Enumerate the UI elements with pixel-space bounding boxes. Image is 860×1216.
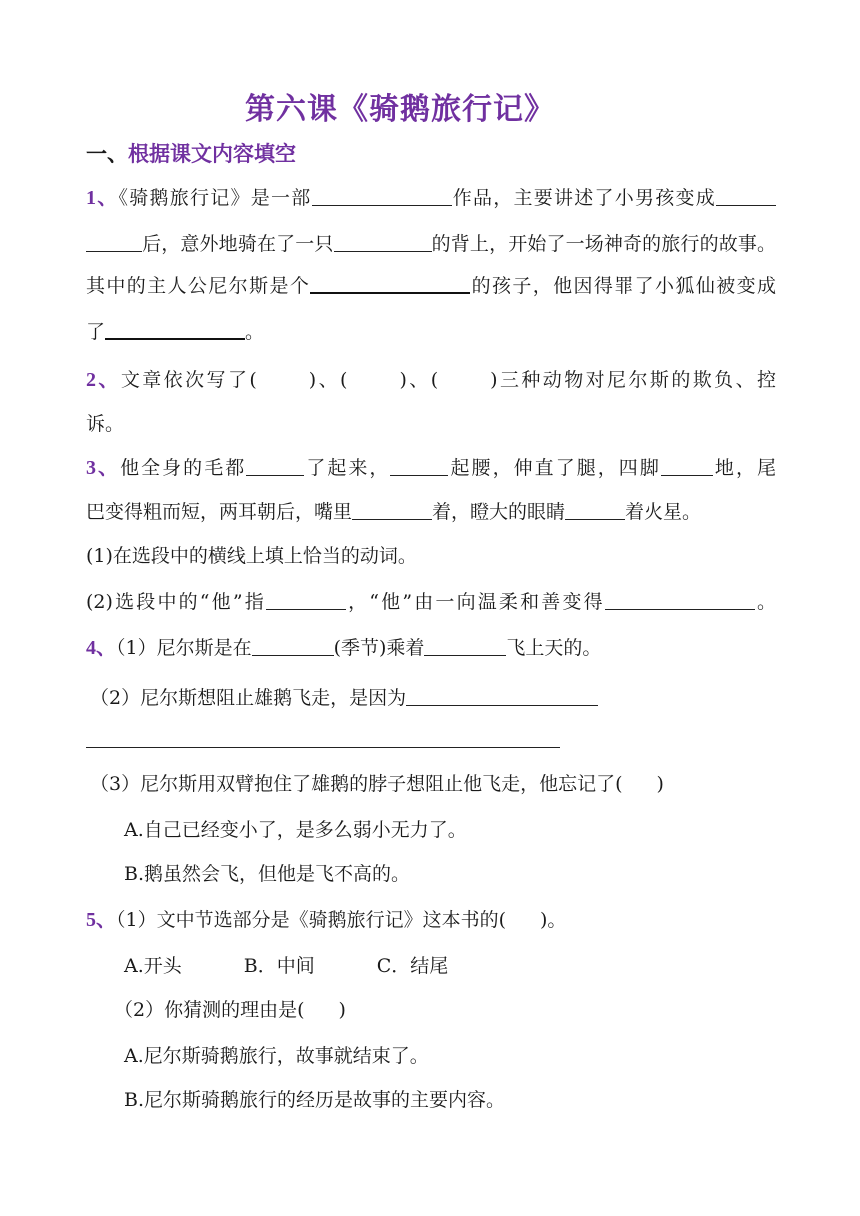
blank[interactable] — [252, 635, 334, 656]
q3-sub-2 — [86, 588, 776, 616]
q4-option-a[interactable]: A.自己已经变小了，是多么弱小无力了。 — [124, 819, 467, 841]
q3-text: 着火星。 — [625, 501, 702, 523]
blank[interactable] — [424, 635, 506, 656]
q1-text: 其中的主人公尼尔斯是个 — [86, 275, 311, 297]
blank[interactable] — [661, 455, 713, 476]
q1-text: 《骑鹅旅行记》是一部 — [118, 187, 312, 209]
q4-text: ) — [656, 773, 664, 795]
blank[interactable] — [406, 685, 598, 706]
blank[interactable] — [86, 231, 142, 252]
q5-text: )。 — [540, 909, 567, 931]
q5-option-b[interactable]: B．中间 — [243, 955, 315, 977]
q4-text: （2）尼尔斯想阻止雄鹅飞走，是因为 — [90, 687, 407, 709]
q5-options — [124, 952, 814, 980]
q1-line-3 — [86, 272, 776, 300]
q2-line-2: 诉。 — [86, 413, 125, 435]
q1-text: 后，意外地骑在了一只 — [142, 233, 334, 255]
q3-text: ，“他”由一向温柔和善变得 — [345, 591, 605, 613]
q5-sub-2 — [114, 996, 804, 1024]
section-number: 一、 — [86, 141, 128, 166]
q5-text: （2）你猜测的理由是( — [114, 999, 305, 1021]
section-heading — [86, 140, 776, 168]
q3-line-2 — [86, 498, 776, 526]
q1-text: 作品，主要讲述了小男孩变成 — [451, 187, 716, 209]
q3-text: 他全身的毛都 — [120, 457, 247, 479]
q4-text: 飞上天的。 — [506, 637, 602, 659]
q5-number: 5、 — [86, 909, 116, 931]
page-title: 第六课《骑鹅旅行记》 — [245, 92, 555, 127]
blank[interactable] — [716, 185, 776, 206]
q5-option-b2[interactable]: B.尼尔斯骑鹅旅行的经历是故事的主要内容。 — [124, 1089, 506, 1111]
blank[interactable] — [565, 499, 625, 520]
q4-text: （3）尼尔斯用双臂抱住了雄鹅的脖子想阻止他飞走，他忘记了( — [90, 773, 623, 795]
q2-text: 文章依次写了( — [120, 369, 257, 391]
q5-option-a2[interactable]: A.尼尔斯骑鹅旅行，故事就结束了。 — [124, 1045, 429, 1067]
q4-number: 4、 — [86, 637, 116, 659]
q2-text: )、( — [308, 369, 348, 391]
q4-sub-3 — [90, 770, 780, 798]
q4-option-b[interactable]: B.鹅虽然会飞，但他是飞不高的。 — [124, 863, 411, 885]
q5-option-c[interactable]: C．结尾 — [376, 955, 449, 977]
blank[interactable] — [390, 455, 448, 476]
blank[interactable] — [312, 185, 452, 206]
q2-text: )、( — [399, 369, 439, 391]
blank[interactable] — [605, 589, 755, 610]
q5-sub-1 — [86, 906, 776, 934]
q5-text: （1）文中节选部分是《骑鹅旅行记》这本书的( — [116, 909, 507, 931]
q4-sub-2-continuation — [86, 726, 776, 754]
q3-line-1 — [86, 454, 776, 482]
q1-number: 1、 — [86, 187, 119, 209]
q1-text: 的孩子，他因得罪了小狐仙被变成 — [470, 275, 776, 297]
q1-text: 了 — [86, 321, 106, 343]
q4-sub-1 — [86, 634, 776, 662]
q4-text: （1）尼尔斯是在 — [116, 637, 252, 659]
section-label: 根据课文内容填空 — [128, 141, 296, 166]
blank[interactable] — [86, 727, 560, 748]
q5-text: ) — [338, 999, 346, 1021]
q1-line-2 — [86, 230, 776, 258]
blank[interactable] — [334, 231, 432, 252]
q2-line-1 — [86, 366, 776, 394]
q3-text: (2)选段中的“他”指 — [86, 591, 266, 613]
q2-text: )三种动物对尼尔斯的欺负、控 — [490, 369, 776, 391]
q3-text: 了起来， — [304, 457, 391, 479]
q3-number: 3、 — [86, 457, 121, 479]
q5-option-a[interactable]: A.开头 — [124, 955, 182, 977]
q4-text: (季节)乘着 — [333, 637, 425, 659]
blank[interactable] — [310, 272, 470, 294]
blank[interactable] — [352, 499, 432, 520]
blank[interactable] — [266, 589, 346, 610]
q3-text: 起腰，伸直了腿，四脚 — [448, 457, 661, 479]
q3-sub-1: (1)在选段中的横线上填上恰当的动词。 — [86, 545, 417, 567]
blank[interactable] — [105, 318, 245, 340]
q1-line-1 — [86, 184, 776, 212]
q1-line-4 — [86, 318, 776, 346]
q3-text: 。 — [754, 591, 776, 613]
q3-text: 地，尾 — [712, 457, 776, 479]
q2-number: 2、 — [86, 369, 121, 391]
q1-text: 。 — [245, 321, 265, 343]
q3-text: 巴变得粗而短，两耳朝后，嘴里 — [86, 501, 353, 523]
q3-text: 着，瞪大的眼睛 — [432, 501, 566, 523]
q1-text: 的背上，开始了一场神奇的旅行的故事。 — [431, 233, 776, 255]
q4-sub-2 — [90, 684, 780, 712]
blank[interactable] — [246, 455, 304, 476]
